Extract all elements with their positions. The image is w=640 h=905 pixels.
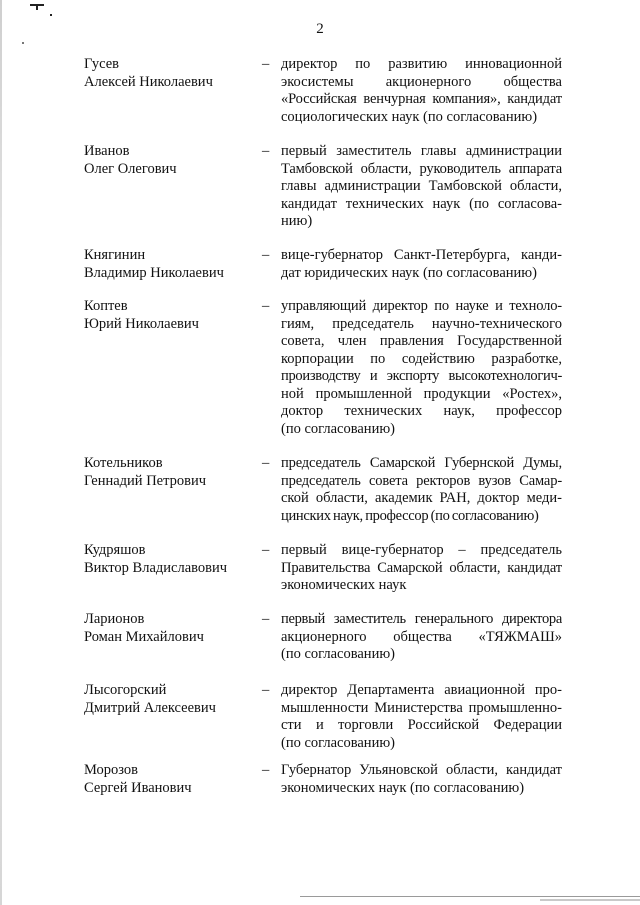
dash-separator: – bbox=[262, 56, 270, 72]
member-position bbox=[281, 56, 562, 126]
position-line: корпорации по содействию разработке, bbox=[281, 350, 562, 367]
member-position bbox=[281, 762, 562, 797]
position-line: дат юридических наук (по согласованию) bbox=[281, 264, 537, 281]
position-line: сти и торговли Российской Федерации bbox=[281, 717, 562, 733]
member-surname: Ларионов bbox=[84, 611, 145, 627]
member-given-names: Геннадий Петрович bbox=[84, 472, 207, 489]
position-line: председатель совета ректоров вузов Самар- bbox=[281, 472, 562, 489]
member-surname: Кудряшов bbox=[84, 542, 146, 558]
member-name bbox=[84, 56, 254, 91]
member-given-names: Роман Михайлович bbox=[84, 628, 204, 645]
member-name bbox=[84, 542, 254, 577]
member-surname: Котельников bbox=[84, 455, 163, 471]
position-line: нию) bbox=[281, 213, 313, 229]
member-position bbox=[281, 682, 562, 752]
member-position bbox=[281, 542, 562, 595]
position-line: первый заместитель главы администрации bbox=[281, 143, 562, 159]
dash-separator: – bbox=[262, 762, 270, 778]
position-line: цинских наук, профессор (по согласованию) bbox=[281, 507, 539, 524]
page-number: 2 bbox=[316, 21, 324, 37]
position-line: доктор технических наук, профессор bbox=[281, 403, 562, 419]
member-surname: Коптев bbox=[84, 298, 128, 314]
position-line: гиям, председатель научно-технического bbox=[281, 315, 562, 332]
member-given-names: Сергей Иванович bbox=[84, 779, 192, 796]
member-surname: Лысогорский bbox=[84, 682, 167, 698]
member-name bbox=[84, 298, 254, 333]
member-name bbox=[84, 455, 254, 490]
position-line: экономических наук bbox=[281, 577, 407, 593]
position-line: кандидат технических наук (по согласова- bbox=[281, 195, 562, 212]
member-given-names: Виктор Владиславович bbox=[84, 559, 228, 576]
position-line: первый вице-губернатор – председатель bbox=[281, 542, 562, 558]
member-position bbox=[281, 247, 562, 282]
member-given-names: Дмитрий Алексеевич bbox=[84, 699, 216, 716]
member-name bbox=[84, 762, 254, 797]
dash-separator: – bbox=[262, 143, 270, 159]
position-line: экосистемы акционерного общества bbox=[281, 73, 562, 90]
dash-separator: – bbox=[262, 247, 270, 263]
position-line: директор Департамента авиационной про- bbox=[281, 682, 562, 698]
member-given-names: Юрий Николаевич bbox=[84, 315, 199, 332]
position-line: совета, член правления Государственной bbox=[281, 333, 562, 349]
member-position bbox=[281, 298, 562, 438]
position-line: Тамбовской области, руководитель аппарата bbox=[281, 160, 562, 177]
scan-left-edge bbox=[0, 0, 2, 905]
member-name bbox=[84, 247, 254, 282]
dash-separator: – bbox=[262, 682, 270, 698]
member-name bbox=[84, 682, 254, 717]
member-position bbox=[281, 455, 562, 525]
member-given-names: Олег Олегович bbox=[84, 160, 177, 177]
member-surname: Иванов bbox=[84, 143, 130, 159]
scan-dot bbox=[50, 14, 52, 16]
scan-mark bbox=[36, 4, 38, 10]
member-surname: Гусев bbox=[84, 56, 119, 72]
position-line: акционерного общества «ТЯЖМАШ» bbox=[281, 628, 562, 645]
position-line: Правительства Самарской области, кандидат bbox=[281, 559, 562, 576]
member-surname: Княгинин bbox=[84, 247, 146, 263]
position-line: председатель Самарской Губернской Думы, bbox=[281, 455, 562, 471]
position-line: (по согласованию) bbox=[281, 420, 395, 437]
scan-dot bbox=[22, 42, 24, 44]
position-line: ной промышленной продукции «Ростех», bbox=[281, 385, 562, 402]
dash-separator: – bbox=[262, 611, 270, 627]
dash-separator: – bbox=[262, 542, 270, 558]
scan-bottom-edge bbox=[540, 899, 640, 901]
member-given-names: Владимир Николаевич bbox=[84, 264, 224, 281]
dash-separator: – bbox=[262, 298, 270, 314]
position-line: первый заместитель генерального директора bbox=[281, 611, 562, 627]
position-line: (по согласованию) bbox=[281, 646, 395, 662]
position-line: Губернатор Ульяновской области, кандидат bbox=[281, 762, 562, 778]
position-line: мышленности Министерства промышленно- bbox=[281, 699, 562, 716]
member-surname: Морозов bbox=[84, 762, 139, 778]
position-line: вице-губернатор Санкт-Петербурга, канди- bbox=[281, 247, 562, 263]
scan-bottom-edge bbox=[300, 896, 640, 897]
position-line: «Российская венчурная компания», кандидат bbox=[281, 91, 562, 107]
dash-separator: – bbox=[262, 455, 270, 471]
position-line: (по согласованию) bbox=[281, 734, 395, 751]
position-line: управляющий директор по науке и техноло- bbox=[281, 298, 562, 314]
member-given-names: Алексей Николаевич bbox=[84, 73, 213, 90]
member-position bbox=[281, 143, 562, 231]
position-line: экономических наук (по согласованию) bbox=[281, 779, 525, 796]
position-line: директор по развитию инновационной bbox=[281, 56, 562, 72]
member-position bbox=[281, 611, 562, 664]
position-line: социологических наук (по согласованию) bbox=[281, 108, 538, 125]
position-line: производству и экспорту высокотехнологич- bbox=[281, 368, 562, 384]
position-line: ской области, академик РАН, доктор меди- bbox=[281, 490, 562, 506]
member-name bbox=[84, 143, 254, 178]
member-name bbox=[84, 611, 254, 646]
position-line: главы администрации Тамбовской области, bbox=[281, 178, 562, 194]
